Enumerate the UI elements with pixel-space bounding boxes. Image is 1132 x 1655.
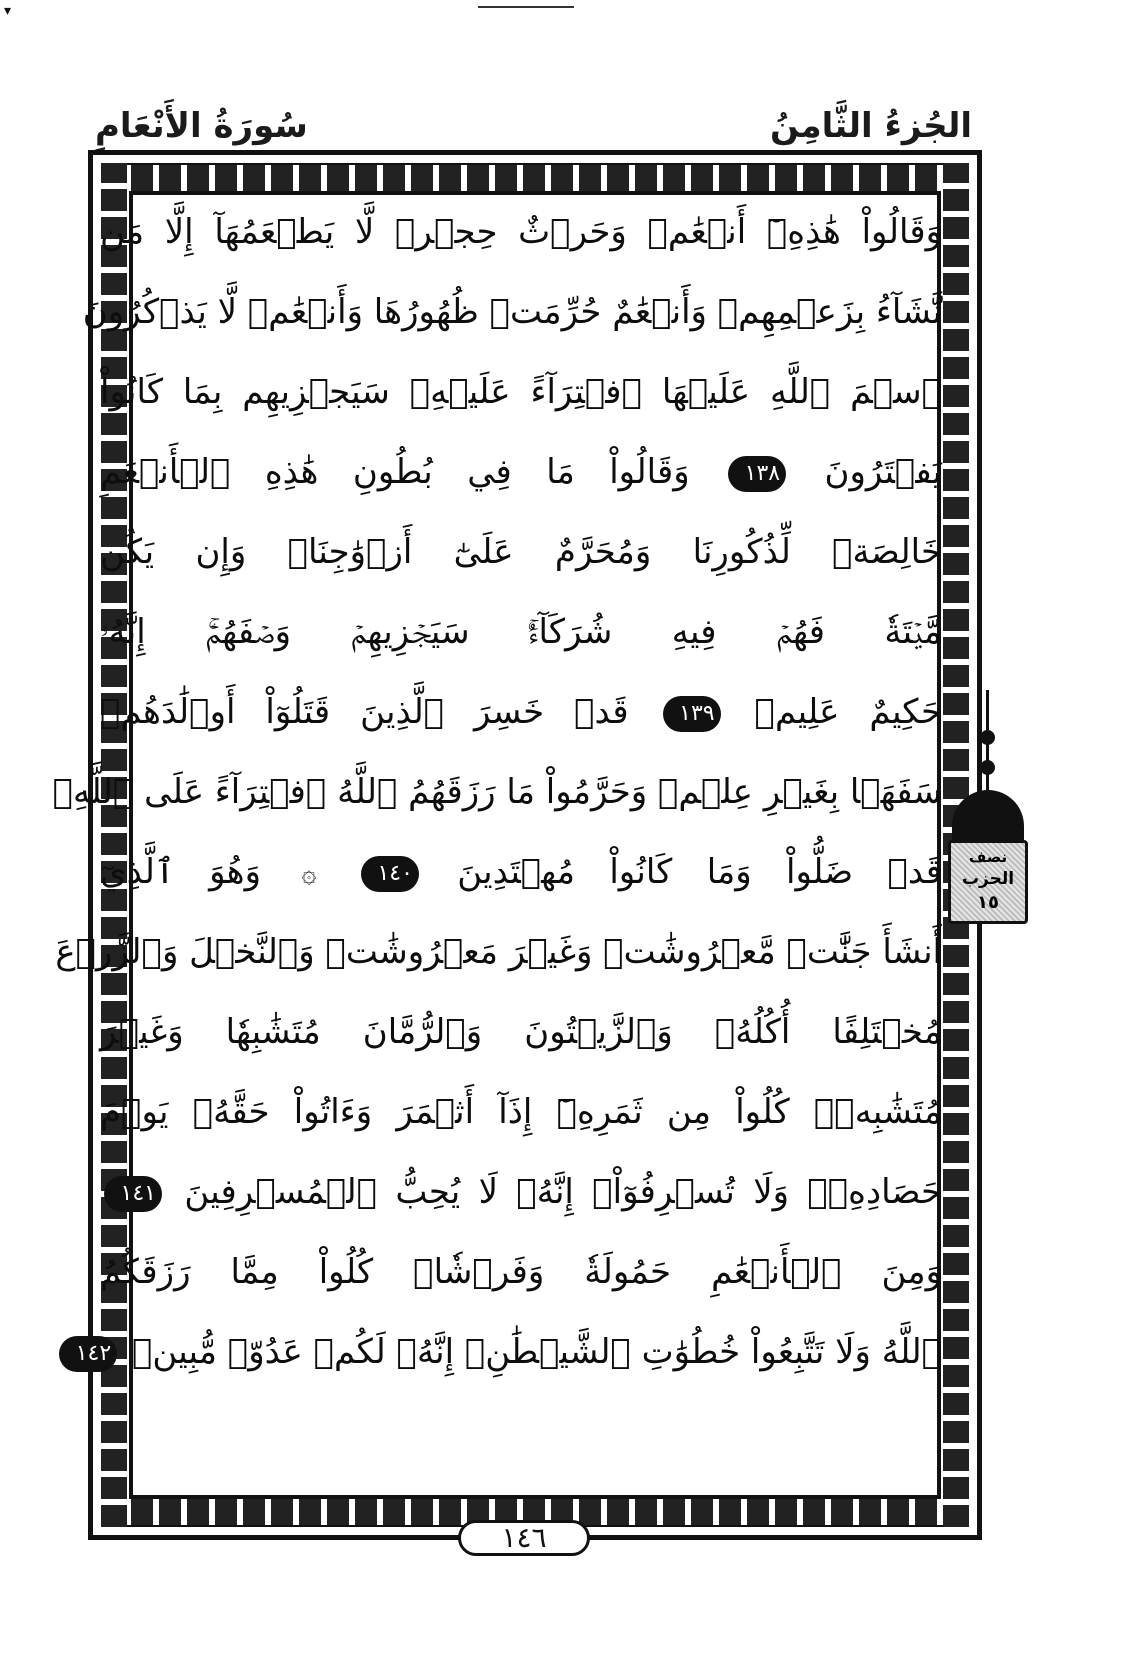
line-text: وَقَالُواْ هَٰذِهِۦٓ أَنۡعَٰمٞ وَحَرۡثٌ حِجۡرٞ لَّا يَطۡعَمُهَآ إِلَّا مَن [100, 212, 942, 252]
ayah-line-11 [100, 998, 942, 1066]
line-text-after: وَهُوَ ٱلَّذِيٓ [100, 852, 261, 892]
ayah-line-10 [55, 918, 942, 986]
ornament-bead [980, 760, 995, 775]
ayah-line-4 [100, 438, 942, 506]
line-text-after: قَدۡ خَسِرَ ٱلَّذِينَ قَتَلُوٓاْ أَوۡلَٰدَهُمۡ [100, 692, 629, 732]
line-text: مُخۡتَلِفًا أُكُلُهُۥ وَٱلزَّيۡتُونَ وَٱلرُّمَّانَ مُتَشَٰبِهٗا وَغَيۡرَ [100, 1012, 942, 1052]
line-text: خَالِصَةٞ لِّذُكُورِنَا وَمُحَرَّمٌ عَلَىٰٓ أَزۡوَٰجِنَاۖ وَإِن يَكُن [100, 532, 942, 572]
line-text: حَصَادِهِۦۖ وَلَا تُسۡرِفُوٓاْۚ إِنَّهُۥ لَا يُحِبُّ ٱلۡمُسۡرِفِينَ [184, 1172, 942, 1212]
hizb-star-icon: ۞ [301, 858, 317, 889]
line-text: مُتَشَٰبِهٖۚ كُلُواْ مِن ثَمَرِهِۦٓ إِذَآ أَثۡمَرَ وَءَاتُواْ حَقَّهُۥ يَوۡمَ [100, 1092, 942, 1132]
line-text: أَنشَأَ جَنَّٰتٖ مَّعۡرُوشَٰتٖ وَغَيۡرَ مَعۡرُوشَٰتٖ وَٱلنَّخۡلَ وَٱلزَّرۡعَ [55, 932, 942, 972]
ayah-line-3 [100, 358, 942, 426]
ayah-line-2 [82, 278, 942, 346]
hizb-ornament [948, 690, 1028, 940]
line-text: قَدۡ ضَلُّواْ وَمَا كَانُواْ مُهۡتَدِينَ [457, 852, 943, 892]
ayah-number-marker: ١٣٩ [663, 696, 721, 732]
line-text-after: وَقَالُواْ مَا فِي بُطُونِ هَٰذِهِ ٱلۡأَنۡعَٰمِ [100, 452, 690, 492]
page-number: ١٤٦ [458, 1520, 590, 1556]
ayah-number-marker: ١٤٢ [59, 1336, 117, 1372]
ornament-bead [980, 730, 995, 745]
line-text: ٱللَّهُ وَلَا تَتَّبِعُواْ خُطُوَٰتِ ٱلشَّيۡطَٰنِۚ إِنَّهُۥ لَكُمۡ عَدُوّٞ مُّبِينٞ [131, 1332, 942, 1372]
line-text: يَفۡتَرُونَ [824, 452, 942, 492]
ayah-line-14 [100, 1238, 942, 1306]
line-text: مَّيۡتَةٗ فَهُمۡ فِيهِ شُرَكَآءُۚ سَيَجۡزِيهِمۡ وَصۡفَهُمۡۚ إِنَّهُۥ [100, 612, 942, 652]
ayah-line-6 [100, 598, 942, 666]
line-text: وَمِنَ ٱلۡأَنۡعَٰمِ حَمُولَةٗ وَفَرۡشٗاۚ كُلُواْ مِمَّا رَزَقَكُمُ [100, 1252, 942, 1292]
ayah-line-8 [52, 758, 942, 826]
top-rule [478, 6, 574, 8]
ornament-crown-icon [952, 790, 1024, 846]
juz-title: الجُزءُ الثَّامِنُ [769, 106, 972, 146]
ayah-line-13 [100, 1158, 942, 1226]
ornament-stem [986, 690, 989, 800]
ayah-line-15 [75, 1318, 942, 1386]
line-text: ٱسۡمَ ٱللَّهِ عَلَيۡهَا ٱفۡتِرَآءً عَلَيۡهِۚ سَيَجۡزِيهِم بِمَا كَانُواْ [100, 372, 942, 412]
ayah-line-9 [100, 838, 942, 906]
ayah-number-marker: ١٤١ [104, 1176, 162, 1212]
ayah-line-5 [100, 518, 942, 586]
hizb-quarter-box [948, 840, 1028, 924]
ayah-line-12 [100, 1078, 942, 1146]
corner-tick-icon: ▾ [4, 3, 12, 19]
ayah-line-7 [100, 678, 942, 746]
line-text: نَّشَآءُ بِزَعۡمِهِمۡ وَأَنۡعَٰمٌ حُرِّمَتۡ ظُهُورُهَا وَأَنۡعَٰمٞ لَّا يَذۡكُرُونَ [82, 292, 942, 332]
ayah-number-marker: ١٤٠ [361, 856, 419, 892]
hizb-label-half: نصف [968, 848, 1008, 866]
hizb-number: ١٥ [977, 892, 999, 913]
hizb-label-hizb: الحزب [961, 869, 1015, 889]
surah-title: سُورَةُ الأَنْعَامِ [95, 106, 308, 146]
line-text: حَكِيمٌ عَلِيمٞ [754, 692, 943, 732]
line-text: سَفَهَۢا بِغَيۡرِ عِلۡمٖ وَحَرَّمُواْ مَا رَزَقَهُمُ ٱللَّهُ ٱفۡتِرَآءً عَلَى ٱللَّهِۚ [52, 772, 942, 812]
ayah-line-1 [100, 198, 942, 266]
ayah-number-marker: ١٣٨ [728, 456, 786, 492]
